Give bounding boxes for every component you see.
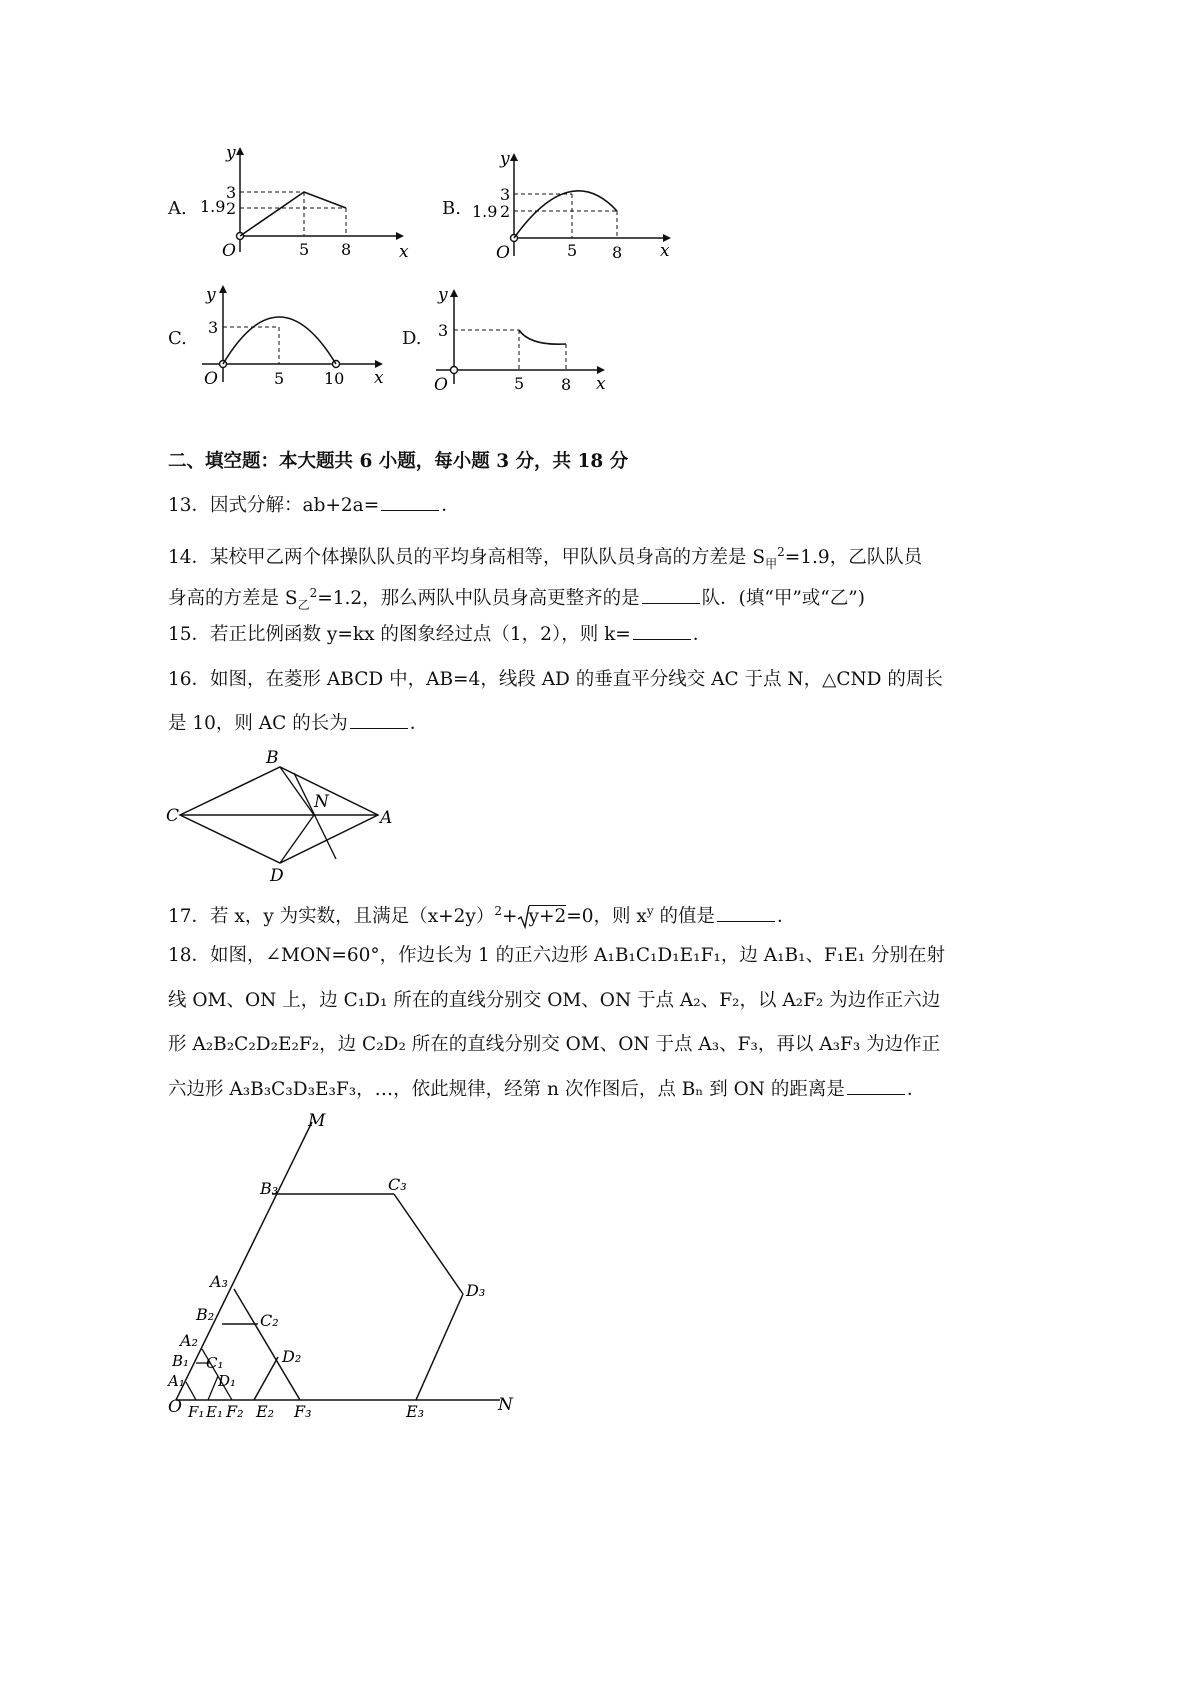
point-label: D₁ [218,1372,237,1390]
y-tick: 3 [226,183,237,202]
point-label: C₃ [388,1175,407,1194]
y-axis-label: y [226,143,236,163]
point-label: A₁ [168,1372,185,1390]
option-c-graph [196,280,396,392]
x-tick: 5 [567,241,578,260]
x-tick: 10 [324,369,345,388]
x-tick: 5 [514,374,525,393]
vertex-label: D [270,866,284,885]
y-axis-label: y [206,285,216,305]
x-axis-label: x [374,368,384,388]
question-14-line-2: 身高的方差是 $S_乙^2=1.2$，那么两队中队员身高更整齐的是 队．(填“甲”或“乙”) [168,586,865,612]
vertex-label: B [266,748,279,768]
origin-label: O [496,243,510,263]
question-14-line-1: 14．某校甲乙两个体操队队员的平均身高相等，甲队队员身高的方差是 $S_甲^2=1.9$，乙队队员 [168,545,923,571]
x-axis-label: x [660,241,670,261]
y-axis-label: y [500,149,510,169]
question-13: 13．因式分解：ab+2a= ． [168,495,460,516]
answer-blank [350,727,408,729]
point-label: E₂ [256,1402,275,1420]
point-label: O [168,1397,182,1417]
point-label: B₂ [196,1305,215,1324]
y-tick: 2 [500,202,511,221]
point-label: B₁ [172,1352,190,1370]
point-label: N [498,1395,513,1415]
option-a-graph [196,142,416,268]
question-18-line-3: 形 A₂B₂C₂D₂E₂F₂，边 C₂D₂ 所在的直线分别交 OM、ON 于点 A₃、F₃，再以 A₃F₃ 为边作正 [168,1034,941,1055]
question-18-line-1: 18．如图，∠MON=60°，作边长为 1 的正六边形 A₁B₁C₁D₁E₁F₁，边 A₁B₁、F₁E₁ 分别在射 [168,945,946,966]
option-c-letter: C. [168,328,187,349]
answer-blank [381,509,439,511]
point-label: C₂ [260,1311,279,1330]
point-label: F₃ [294,1402,312,1420]
y-tick: 2 [226,199,237,218]
y-axis-label: y [438,285,448,305]
point-label: C₁ [206,1354,224,1372]
question-16-line-2: 是 10，则 AC 的长为 ． [168,713,429,734]
hexagon-figure [160,1110,540,1420]
y-tick: 1.9 [200,197,226,216]
x-tick: 8 [561,375,572,394]
answer-blank [642,602,700,604]
point-label: A₃ [210,1272,228,1291]
x-axis-label: x [399,242,409,262]
option-b-graph [470,148,680,266]
question-17: 17．若 x，y 为实数，且满足$(x+2y)^2+$ y+2=0，则 $x^y$ 的值是 ． [168,904,796,928]
vertex-label: N [314,792,329,812]
point-label: F₂ [226,1402,244,1420]
question-16-line-1: 16．如图，在菱形 ABCD 中，AB=4，线段 AD 的垂直平分线交 AC 于点 N，△CND 的周长 [168,669,943,690]
y-tick: 3 [500,185,511,204]
x-axis-label: x [596,374,606,394]
x-tick: 5 [274,369,285,388]
point-label: E₁ [206,1403,223,1420]
question-15: 15．若正比例函数 y=kx 的图象经过点（1，2），则 k= ． [168,624,712,645]
y-tick: 1.9 [472,202,498,221]
y-tick: 3 [438,321,449,340]
vertex-label: A [380,808,393,828]
option-d-graph [430,284,620,394]
point-label: F₁ [188,1403,205,1420]
point-label: B₃ [260,1179,279,1198]
vertex-label: C [166,806,180,826]
point-label: A₂ [180,1331,198,1350]
option-a-letter: A. [168,198,187,219]
origin-label: O [434,375,448,394]
section-title: 二、填空题：本大题共 6 小题，每小题 3 分，共 18 分 [168,451,629,472]
x-tick: 5 [299,240,310,259]
origin-label: O [222,241,236,261]
point-label: D₃ [466,1281,486,1300]
option-b-letter: B. [442,198,461,219]
x-tick: 8 [341,240,352,259]
question-18-line-4: 六边形 A₃B₃C₃D₃E₃F₃，…，依此规律，经第 n 次作图后，点 Bₙ 到 ON 的距离是 ． [168,1079,926,1100]
x-tick: 8 [612,243,623,262]
answer-blank [847,1093,905,1095]
question-18-line-2: 线 OM、ON 上，边 C₁D₁ 所在的直线分别交 OM、ON 于点 A₂、F₂，以 A₂F₂ 为边作正六边 [168,990,941,1011]
origin-label: O [204,369,218,389]
point-label: D₂ [282,1347,302,1366]
answer-blank [633,638,691,640]
point-label: E₃ [406,1402,425,1420]
rhombus-figure [160,745,400,885]
radical-sign-icon [518,905,530,929]
option-d-letter: D. [402,328,422,349]
answer-blank [717,920,775,922]
y-tick: 3 [208,318,219,337]
point-label: M [308,1111,326,1131]
